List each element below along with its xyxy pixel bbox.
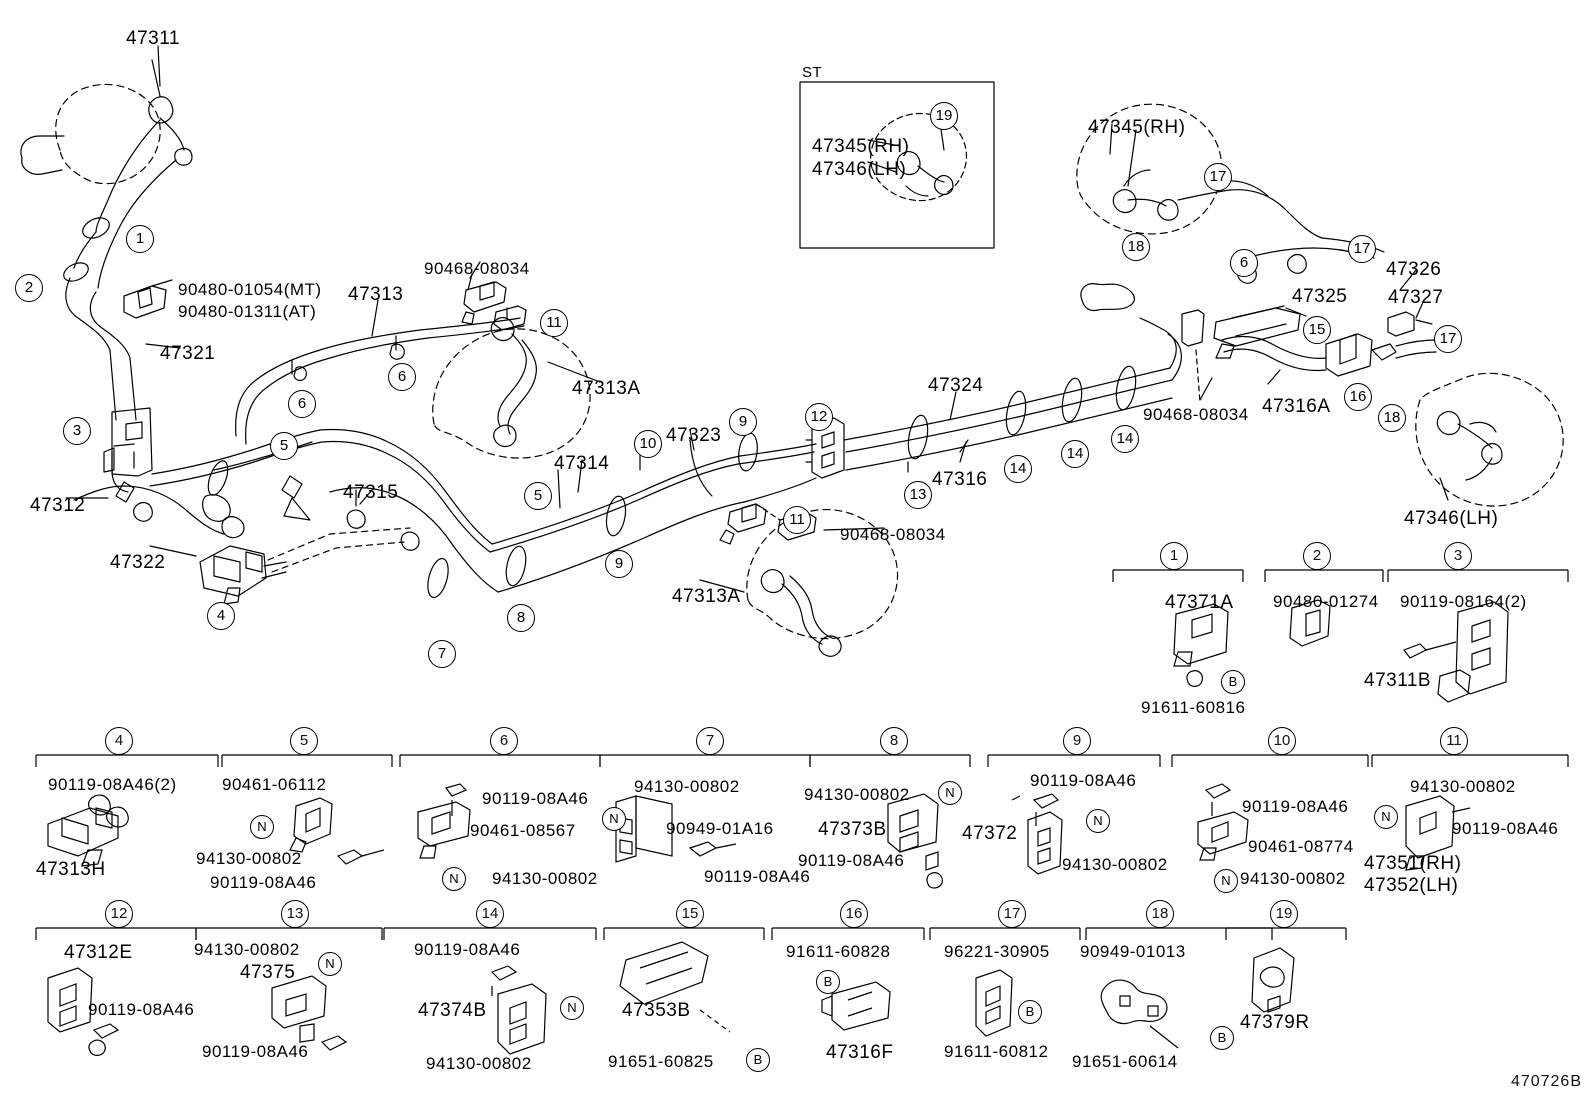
callout-balloon: 6: [1230, 249, 1258, 277]
legend-part-label: 47379R: [1240, 1012, 1310, 1033]
callout-balloon: 4: [207, 602, 235, 630]
legend-part-label: 47371A: [1165, 592, 1234, 613]
legend-nut-letter: N: [560, 996, 584, 1020]
legend-number: 19: [1270, 900, 1298, 928]
legend-part-label: 47352(LH): [1364, 875, 1459, 896]
callout-balloon: 2: [15, 274, 43, 302]
part-label: 47326: [1386, 259, 1442, 280]
callout-balloon: 19: [930, 102, 958, 130]
legend-part-label: 47374B: [418, 1000, 487, 1021]
legend-part-label: 90119-08A46: [798, 851, 905, 870]
callout-balloon: 17: [1434, 325, 1462, 353]
legend-part-label: 47373B: [818, 819, 887, 840]
legend-number: 9: [1063, 727, 1091, 755]
legend-part-label: 90119-08A46: [88, 1000, 195, 1019]
legend-number: 2: [1303, 542, 1331, 570]
callout-balloon: 12: [805, 403, 833, 431]
legend-part-label: 47353B: [622, 1000, 691, 1021]
part-label: 47313A: [572, 378, 641, 399]
part-label: 47325: [1292, 286, 1348, 307]
legend-part-label: 94130-00802: [1062, 855, 1168, 874]
legend-nut-letter: N: [1086, 809, 1110, 833]
callout-balloon: 11: [540, 309, 568, 337]
legend-part-label: 47316F: [826, 1042, 894, 1063]
legend-number: 14: [476, 900, 504, 928]
part-label: 47345(RH): [812, 136, 910, 157]
legend-part-label: 91651-60825: [608, 1052, 714, 1071]
callout-balloon: 5: [270, 432, 298, 460]
legend-part-label: 91651-60614: [1072, 1052, 1178, 1071]
legend-nut-letter: N: [250, 815, 274, 839]
legend-number: 15: [676, 900, 704, 928]
part-label: 47316A: [1262, 396, 1331, 417]
part-label: 47314: [554, 453, 610, 474]
legend-part-label: 47312E: [64, 942, 133, 963]
callout-balloon: 5: [524, 482, 552, 510]
callout-balloon: 9: [605, 550, 633, 578]
legend-part-label: 91611-60816: [1141, 698, 1246, 717]
callout-balloon: 18: [1378, 404, 1406, 432]
legend-part-label: 96221-30905: [944, 942, 1050, 961]
legend-part-label: 94130-00802: [1410, 777, 1516, 796]
legend-number: 4: [105, 727, 133, 755]
legend-bolt-letter: B: [746, 1048, 770, 1072]
part-label: 90468-08034: [840, 525, 946, 544]
sheet-code: 470726B: [1510, 1073, 1582, 1090]
legend-number: 18: [1146, 900, 1174, 928]
callout-balloon: 14: [1004, 455, 1032, 483]
callout-balloon: 17: [1204, 163, 1232, 191]
legend-number: 12: [105, 900, 133, 928]
legend-part-label: 47375: [240, 962, 296, 983]
legend-part-label: 94130-00802: [196, 849, 302, 868]
part-label: 47327: [1388, 287, 1444, 308]
callout-balloon: 17: [1348, 235, 1376, 263]
legend-part-label: 90119-08A46: [1452, 819, 1559, 838]
part-label: 47313A: [672, 586, 741, 607]
legend-part-label: 90480-01274: [1273, 592, 1379, 611]
part-label: 47312: [30, 495, 86, 516]
legend-number: 5: [290, 727, 318, 755]
callout-balloon: 1: [126, 225, 154, 253]
legend-nut-letter: N: [318, 952, 342, 976]
part-label: 47346(LH): [1404, 508, 1499, 529]
part-label: 47311: [126, 28, 180, 49]
legend-part-label: 47372: [962, 823, 1018, 844]
legend-part-label: 90119-08A46: [1242, 797, 1349, 816]
legend-number: 7: [696, 727, 724, 755]
legend-part-label: 94130-00802: [426, 1054, 532, 1073]
part-label: 90480-01054(MT): [178, 280, 322, 299]
legend-nut-letter: N: [1374, 805, 1398, 829]
legend-part-label: 94130-00802: [634, 777, 740, 796]
legend-part-label: 91611-60828: [786, 942, 891, 961]
legend-part-label: 47313H: [36, 859, 106, 880]
part-label: 47323: [666, 425, 722, 446]
legend-part-label: 91611-60812: [944, 1042, 1049, 1061]
legend-number: 11: [1440, 727, 1468, 755]
callout-balloon: 7: [428, 640, 456, 668]
callout-balloon: 11: [783, 506, 811, 534]
legend-bolt-letter: B: [1221, 670, 1245, 694]
part-label: 90480-01311(AT): [178, 302, 317, 321]
legend-part-label: 90119-08A46: [202, 1042, 309, 1061]
callout-balloon: 9: [729, 408, 757, 436]
legend-part-label: 90461-06112: [222, 775, 327, 794]
legend-part-label: 90119-08A46: [1030, 771, 1137, 790]
part-label: 90468-08034: [424, 259, 530, 278]
legend-part-label: 90461-08774: [1248, 837, 1354, 856]
callout-balloon: 18: [1122, 233, 1150, 261]
part-label: 47322: [110, 552, 166, 573]
callout-balloon: 8: [507, 604, 535, 632]
part-label: 90468-08034: [1143, 405, 1249, 424]
legend-number: 3: [1444, 542, 1472, 570]
callout-balloon: 6: [288, 390, 316, 418]
legend-part-label: 90119-08A46: [210, 873, 317, 892]
legend-part-label: 90119-08A46(2): [48, 775, 177, 794]
legend-number: 13: [281, 900, 309, 928]
legend-part-label: 90119-08A46: [414, 940, 521, 959]
callout-balloon: 15: [1303, 316, 1331, 344]
legend-part-label: 94130-00802: [1240, 869, 1346, 888]
legend-part-label: 90949-01013: [1080, 942, 1186, 961]
legend-part-label: 90119-08164(2): [1400, 592, 1527, 611]
inset-label: ST: [802, 64, 823, 81]
callout-balloon: 3: [63, 417, 91, 445]
part-label: 47324: [928, 375, 984, 396]
legend-number: 1: [1160, 542, 1188, 570]
part-label: 47346(LH): [812, 159, 907, 180]
part-label: 47345(RH): [1088, 117, 1186, 138]
legend-nut-letter: N: [442, 867, 466, 891]
callout-balloon: 10: [634, 430, 662, 458]
part-label: 47313: [348, 284, 404, 305]
legend-number: 6: [490, 727, 518, 755]
part-label: 47321: [160, 343, 216, 364]
legend-part-label: 90949-01A16: [666, 819, 774, 838]
callout-balloon: 16: [1344, 383, 1372, 411]
legend-bolt-letter: B: [1210, 1026, 1234, 1050]
legend-bolt-letter: B: [1018, 1000, 1042, 1024]
legend-number: 10: [1268, 727, 1296, 755]
legend-nut-letter: N: [602, 807, 626, 831]
part-label: 47316: [932, 469, 988, 490]
legend-number: 16: [840, 900, 868, 928]
legend-number: 17: [998, 900, 1026, 928]
callout-balloon: 6: [388, 363, 416, 391]
legend-part-label: 90461-08567: [470, 821, 576, 840]
legend-number: 8: [880, 727, 908, 755]
legend-part-label: 94130-00802: [492, 869, 598, 888]
legend-part-label: 47311B: [1364, 670, 1432, 691]
legend-part-label: 90119-08A46: [482, 789, 589, 808]
part-label: 47315: [343, 482, 399, 503]
legend-part-label: 90119-08A46: [704, 867, 811, 886]
legend-part-label: 94130-00802: [804, 785, 910, 804]
legend-part-label: 47351(RH): [1364, 853, 1462, 874]
callout-balloon: 13: [904, 481, 932, 509]
legend-part-label: 94130-00802: [194, 940, 300, 959]
callout-balloon: 14: [1061, 440, 1089, 468]
legend-nut-letter: N: [1214, 869, 1238, 893]
legend-nut-letter: N: [938, 781, 962, 805]
legend-bolt-letter: B: [816, 970, 840, 994]
callout-balloon: 14: [1111, 425, 1139, 453]
